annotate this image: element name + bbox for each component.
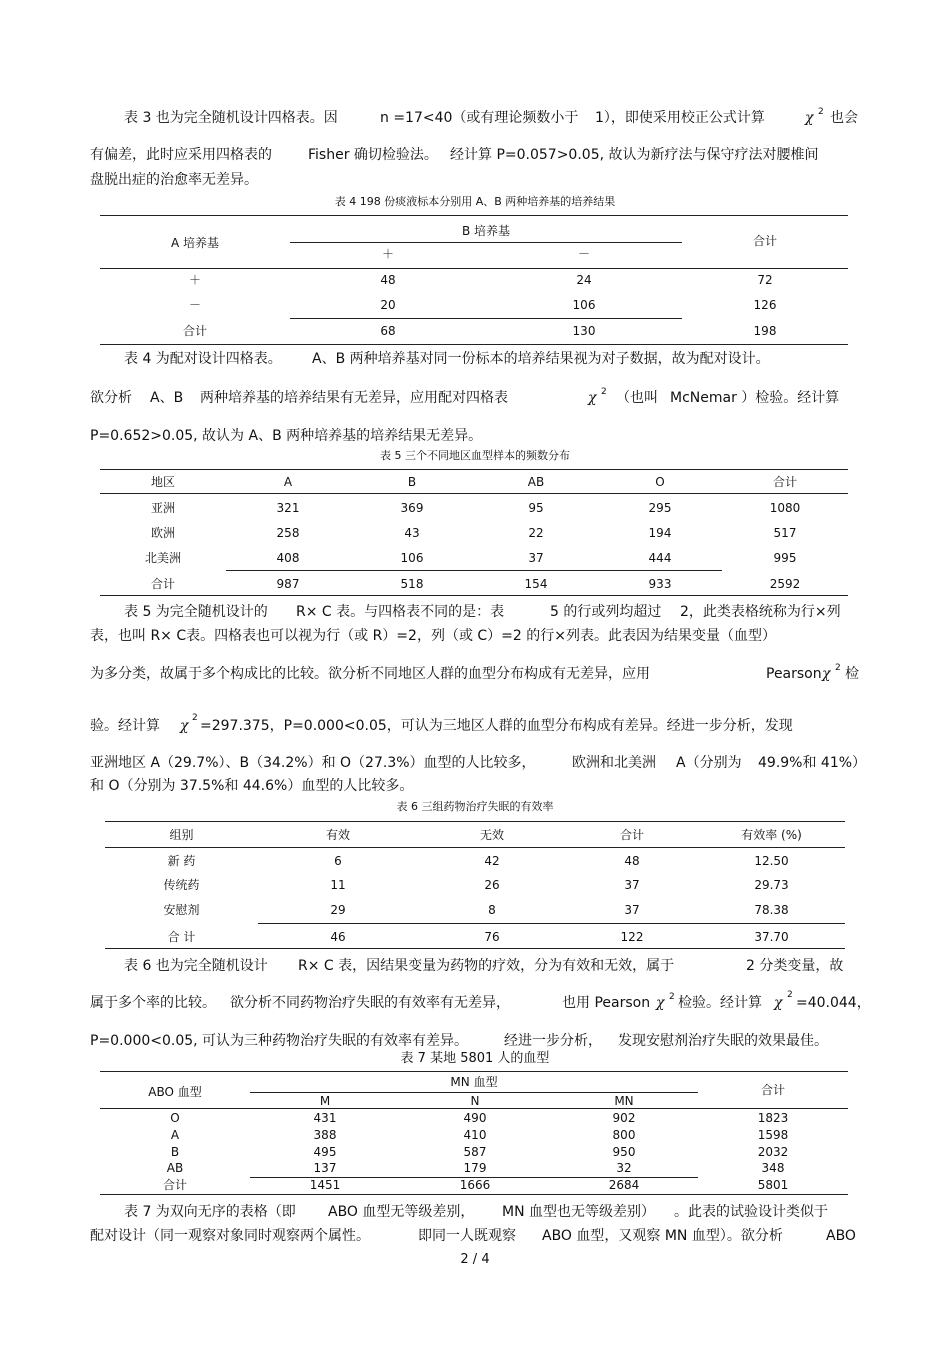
table-cell: 北美洲 <box>144 551 181 565</box>
table-cell: B <box>407 475 417 489</box>
table-cell: AB <box>166 1161 184 1175</box>
table-7-top-rule <box>100 1071 848 1072</box>
table-4-bottom-rule <box>100 344 848 345</box>
table-cell: 1451 <box>309 1178 341 1192</box>
table-cell: A <box>283 475 293 489</box>
table-cell: 2032 <box>757 1145 789 1159</box>
table-cell: 有效率 (%) <box>741 828 802 842</box>
table-cell: MN <box>614 1094 634 1108</box>
table-cell: 2592 <box>769 577 801 591</box>
table-cell: 2684 <box>608 1178 640 1192</box>
table-cell: N <box>470 1094 480 1108</box>
table-cell: 42 <box>484 854 500 868</box>
table-7-header-total: 合计 <box>760 1083 785 1097</box>
table-cell: 950 <box>612 1145 636 1159</box>
table-cell: 地区 <box>150 475 175 489</box>
table-cell: 518 <box>400 577 424 591</box>
table-cell: 安慰剂 <box>163 903 200 917</box>
table-cell: 321 <box>276 501 300 515</box>
table-cell: AB <box>527 475 545 489</box>
table-4-header-rule <box>100 268 848 269</box>
table-cell: 408 <box>276 551 300 565</box>
table-cell: 37 <box>624 878 640 892</box>
table-5-caption: 表 5 三个不同地区血型样本的频数分布 <box>380 449 570 462</box>
table-cell: 1598 <box>757 1128 789 1142</box>
table-6-header-rule <box>105 847 845 848</box>
para-1-line-3: 盘脱出症的治愈率无差异。 <box>90 172 258 188</box>
page-number: 2 / 4 <box>460 1252 490 1267</box>
table-4-total-rule <box>290 318 682 319</box>
table-cell: 合 计 <box>167 930 196 944</box>
table-cell: 295 <box>648 501 672 515</box>
table-4-header-a: A 培养基 <box>170 236 220 250</box>
table-cell: 517 <box>773 526 797 540</box>
table-cell: 154 <box>524 577 548 591</box>
table-cell: 179 <box>463 1161 487 1175</box>
table-cell: 444 <box>648 551 672 565</box>
table-cell: 43 <box>404 526 420 540</box>
table-4-sub-rule <box>290 242 682 243</box>
table-7-caption: 表 7 某地 5801 人的血型 <box>400 1051 550 1066</box>
table-cell: 587 <box>463 1145 487 1159</box>
table-4-top-rule <box>100 215 848 216</box>
table-cell: 1080 <box>769 501 801 515</box>
table-cell: 122 <box>620 930 644 944</box>
table-cell: 37 <box>528 551 544 565</box>
table-cell: 5801 <box>757 1178 789 1192</box>
table-cell: 800 <box>612 1128 636 1142</box>
table-cell: 29.73 <box>754 878 789 892</box>
table-cell: 490 <box>463 1111 487 1125</box>
table-cell: 欧洲 <box>150 526 175 540</box>
table-5-top-rule <box>100 469 848 470</box>
table-cell: 合计 <box>162 1178 187 1192</box>
table-cell: 95 <box>528 501 544 515</box>
table-cell: 933 <box>648 577 672 591</box>
table-cell: 11 <box>330 878 346 892</box>
table-7-header-abo: ABO 血型 <box>148 1085 202 1099</box>
table-5-bottom-rule <box>100 595 848 596</box>
table-cell: 1823 <box>757 1111 789 1125</box>
table-cell: 26 <box>484 878 500 892</box>
table-cell: 有效 <box>325 828 350 842</box>
table-4-header-plus: ＋ <box>381 247 394 261</box>
table-cell: 12.50 <box>754 854 789 868</box>
table-7-bottom-rule <box>100 1194 848 1195</box>
table-cell: 902 <box>612 1111 636 1125</box>
table-cell: O <box>170 1111 180 1125</box>
table-cell: 37.70 <box>754 930 789 944</box>
table-cell: 合计 <box>619 828 644 842</box>
table-cell: 410 <box>463 1128 487 1142</box>
table-cell: M <box>319 1094 331 1108</box>
table-4-header-minus: － <box>577 247 590 261</box>
para-3-line-2: 表，也叫 R× C表。四格表也可以视为行（或 R）=2，列（或 C）=2 的行×列表。此表因为结果变量（血型） <box>90 628 776 644</box>
table-cell: 78.38 <box>754 903 789 917</box>
table-cell: 388 <box>313 1128 337 1142</box>
table-cell: 258 <box>276 526 300 540</box>
table-cell: 22 <box>528 526 544 540</box>
table-7-total-rule <box>250 1177 698 1178</box>
table-cell: 194 <box>648 526 672 540</box>
table-cell: 无效 <box>479 828 504 842</box>
table-cell: 新 药 <box>167 854 196 868</box>
table-5-header-rule <box>100 493 848 494</box>
table-cell: 995 <box>773 551 797 565</box>
table-6-top-rule <box>105 821 845 822</box>
table-cell: 合计 <box>150 577 175 591</box>
table-6-total-rule <box>258 923 845 924</box>
table-cell: A <box>170 1128 180 1142</box>
table-7-header-rule <box>100 1108 848 1109</box>
table-cell: 987 <box>276 577 300 591</box>
table-cell: 46 <box>330 930 346 944</box>
table-4-header-total: 合计 <box>752 234 777 248</box>
para-3-line-6: 和 O（分别为 37.5%和 44.6%）血型的人比较多。 <box>90 778 414 794</box>
table-cell: 431 <box>313 1111 337 1125</box>
table-cell: 348 <box>761 1161 785 1175</box>
table-cell: 合计 <box>772 475 797 489</box>
table-cell: 37 <box>624 903 640 917</box>
table-cell: 组别 <box>169 828 194 842</box>
para-2-line-3: P=0.652>0.05, 故认为 A、B 两种培养基的培养结果无差异。 <box>90 428 483 444</box>
table-cell: 106 <box>400 551 424 565</box>
table-cell: 29 <box>330 903 346 917</box>
table-cell: O <box>655 475 665 489</box>
table-6-caption: 表 6 三组药物治疗失眠的有效率 <box>396 800 554 813</box>
table-cell: 495 <box>313 1145 337 1159</box>
table-cell: 传统药 <box>163 878 200 892</box>
table-cell: 6 <box>334 854 342 868</box>
table-cell: 137 <box>313 1161 337 1175</box>
table-6-bottom-rule <box>105 948 845 949</box>
table-7-header-mn: MN 血型 <box>450 1075 498 1089</box>
table-7-sub-rule <box>250 1092 698 1093</box>
table-4-caption: 表 4 198 份痰液标本分别用 A、B 两种培养基的培养结果 <box>334 195 616 208</box>
table-4-header-b: B 培养基 <box>461 224 511 238</box>
table-cell: 亚洲 <box>150 501 175 515</box>
table-5-total-rule <box>226 570 722 571</box>
table-cell: 32 <box>616 1161 632 1175</box>
table-cell: 8 <box>488 903 496 917</box>
table-cell: 369 <box>400 501 424 515</box>
table-cell: 1666 <box>459 1178 491 1192</box>
table-cell: 48 <box>624 854 640 868</box>
table-cell: B <box>170 1145 180 1159</box>
table-cell: 76 <box>484 930 500 944</box>
